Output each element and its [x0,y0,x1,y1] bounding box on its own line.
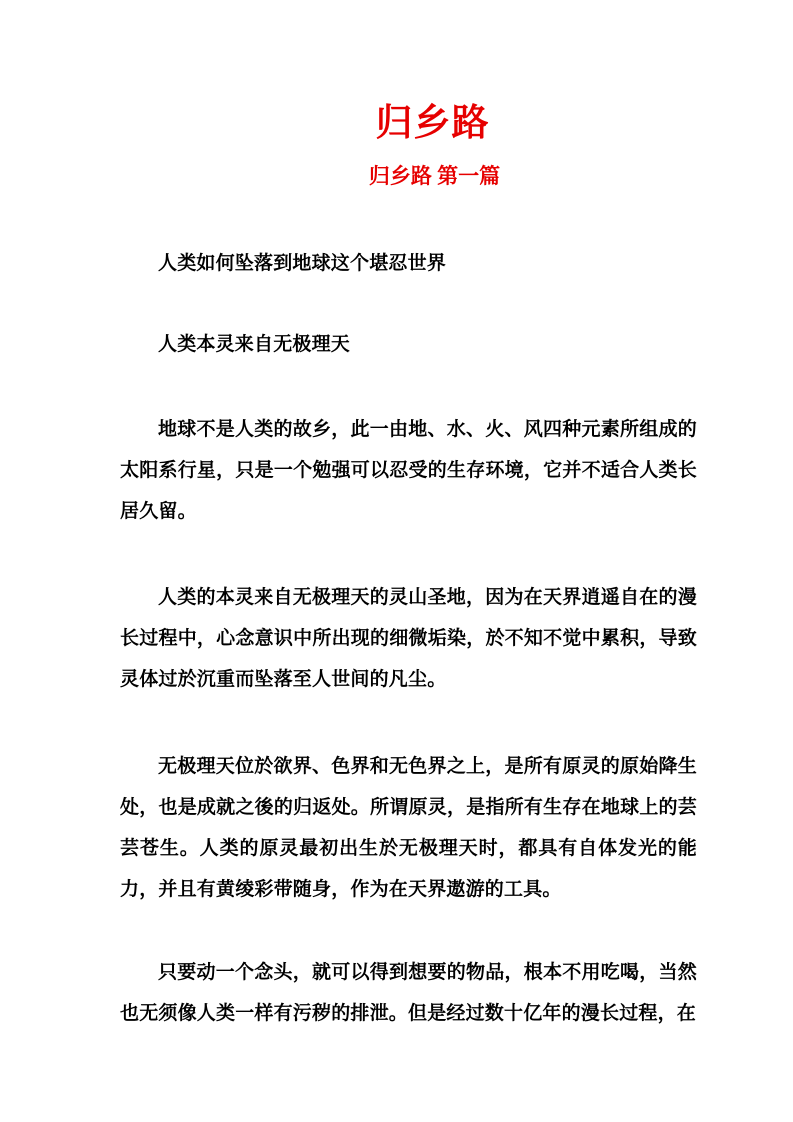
paragraph-body-4: 只要动一个念头，就可以得到想要的物品，根本不用吃喝，当然也无须像人类一样有污秽的排泄。但是经过数十亿年的漫长过程，在 [120,962,697,1024]
document-subtitle: 归乡路 第一篇 [368,164,501,188]
paragraph-body-3: 无极理天位於欲界、色界和无色界之上，是所有原灵的原始降生处，也是成就之後的归返处。所谓原灵，是指所有生存在地球上的芸芸苍生。人类的原灵最初出生於无极理天时，都具有自体发光的能力，并且有黄绫彩带随身，作为在天界遨游的工具。 [120,756,697,900]
paragraph-body-2: 人类的本灵来自无极理天的灵山圣地，因为在天界逍遥自在的漫长过程中，心念意识中所出现的细微垢染，於不知不觉中累积，导致灵体过於沉重而坠落至人世间的凡尘。 [120,587,697,690]
paragraph-section-heading-2: 人类本灵来自无极理天 [158,334,351,355]
paragraph-body-1: 地球不是人类的故乡，此一由地、水、火、风四种元素所组成的太阳系行星，只是一个勉强可以忍受的生存环境，它并不适合人类长居久留。 [120,419,697,522]
paragraph-section-heading-1: 人类如何坠落到地球这个堪忍世界 [158,253,447,274]
document-title: 归乡路 [375,103,490,144]
